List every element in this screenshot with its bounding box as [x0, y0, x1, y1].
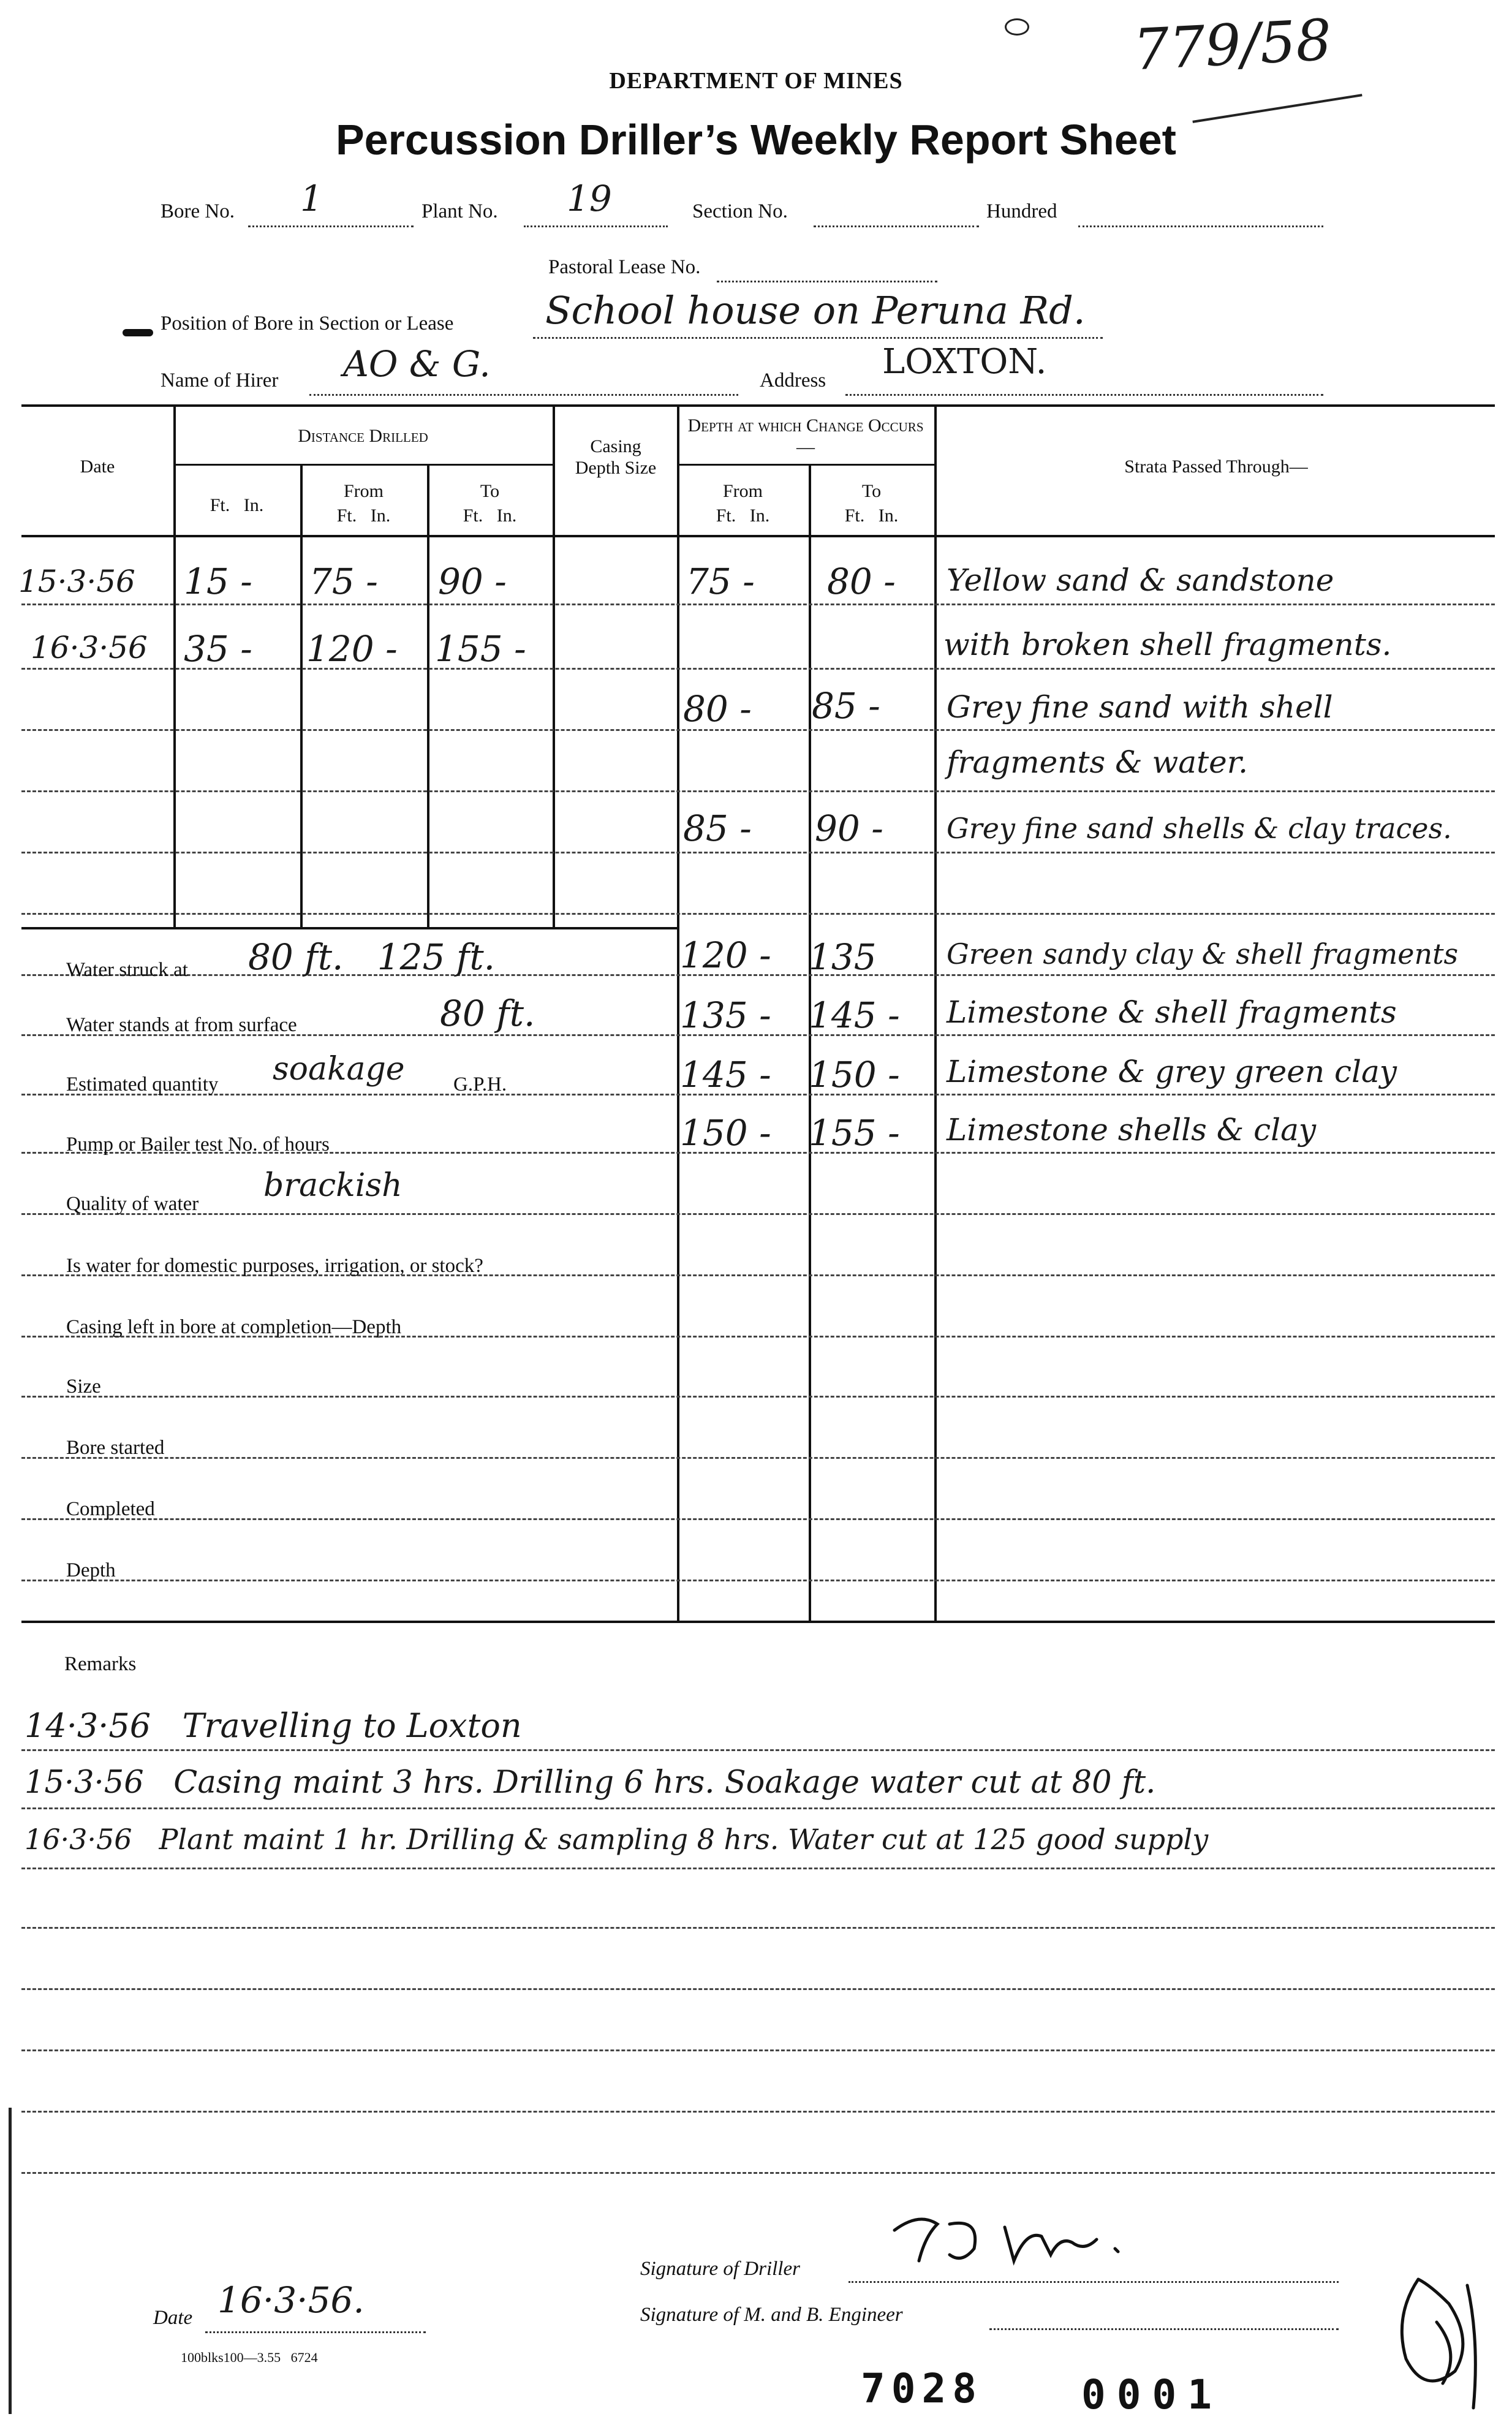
remark-rule [21, 1927, 1495, 1929]
th-depth-from-ft-in: Ft. In. [716, 505, 770, 526]
date-line [205, 2331, 426, 2333]
remark-rule [21, 2111, 1495, 2113]
strata-line-7: Limestone & shell fragments [947, 994, 1397, 1030]
drill-row-2-to: 155 - [435, 628, 526, 670]
plant-no-value: 19 [567, 178, 612, 219]
remark-line-3: 16·3·56 Plant maint 1 hr. Drilling & sampling 8 hrs. Water cut at 125 good supply [25, 1823, 1209, 1856]
table-row-rule [21, 1518, 1495, 1520]
address-line [845, 394, 1323, 396]
engineer-initials [1382, 2267, 1492, 2414]
table-section-rule [21, 927, 677, 929]
col-rule-1 [173, 404, 176, 927]
section-no-line [814, 225, 979, 227]
remark-rule [21, 2049, 1495, 2051]
estimated-value: soakage [273, 1051, 405, 1088]
size-label: Size [66, 1376, 101, 1398]
remark-line-1: 14·3·56 Travelling to Loxton [25, 1706, 522, 1745]
drill-row-1-from: 75 - [309, 561, 378, 602]
table-header-rule [21, 535, 1495, 537]
hundred-label: Hundred [986, 200, 1057, 222]
table-row-rule [21, 790, 1495, 792]
stamp-left: 7028 [861, 2365, 983, 2412]
col-rule-4 [553, 404, 555, 927]
strata-line-1: Yellow sand & sandstone [947, 562, 1334, 598]
depth-row-2-to: 85 - [812, 685, 880, 727]
hirer-line [309, 394, 738, 396]
date-label: Date [153, 2307, 193, 2329]
table-row-rule [21, 729, 1495, 731]
address-label: Address [760, 369, 826, 392]
margin-bracket [9, 2108, 12, 2414]
table-top-border [21, 404, 1495, 407]
remark-rule [21, 2172, 1495, 2174]
bore-no-value: 1 [300, 178, 323, 219]
archive-number: 779/58 [1132, 7, 1334, 83]
th-date: Date [80, 456, 115, 477]
th-to-ft-in: Ft. In. [463, 505, 517, 526]
th-depth-change: Depth at which Change Occurs— [687, 415, 924, 457]
table-row-rule [21, 604, 1495, 605]
remark-rule [21, 1988, 1495, 1990]
quality-value: brackish [263, 1167, 403, 1204]
depth-row-1-to: 80 - [827, 561, 896, 602]
strata-line-2: with broken shell fragments. [943, 627, 1392, 662]
drill-row-1-distance: 15 - [184, 561, 252, 602]
th-depth-to: To [861, 481, 882, 501]
print-code: 100blks100—3.55 6724 [181, 2350, 318, 2365]
drill-row-1-date: 15·3·56 [18, 564, 135, 599]
col-rule-6 [809, 466, 811, 1621]
depth-row-5-to: 145 - [809, 994, 900, 1036]
completed-label: Completed [66, 1498, 155, 1520]
pump-label: Pump or Bailer test No. of hours [66, 1133, 330, 1156]
depth-row-5-from: 135 - [680, 994, 771, 1036]
department-heading: DEPARTMENT OF MINES [609, 68, 903, 94]
depth-row-7-from: 150 - [680, 1112, 771, 1154]
stamp-right: 0001 [1081, 2371, 1223, 2418]
drill-row-2-distance: 35 - [184, 628, 252, 670]
col-rule-3 [427, 466, 429, 927]
depth-subrule [677, 464, 934, 466]
water-stands-value: 80 ft. [440, 993, 535, 1034]
use-label: Is water for domestic purposes, irrigation, or stock? [66, 1255, 483, 1277]
depth-row-1-from: 75 - [686, 561, 755, 602]
sig-driller-label: Signature of Driller [640, 2258, 800, 2280]
th-depth-to-ft-in: Ft. In. [844, 505, 899, 526]
bore-no-label: Bore No. [161, 200, 235, 222]
th-from: From [343, 481, 384, 501]
distance-subrule [173, 464, 553, 466]
bore-no-line [248, 225, 414, 227]
pastoral-lease-line [717, 281, 937, 282]
position-line [533, 337, 1103, 339]
table-row-rule [21, 1457, 1495, 1459]
drill-row-2-date: 16·3·56 [31, 630, 148, 665]
address-value: LOXTON. [882, 342, 1047, 382]
depth-row-3-to: 90 - [815, 808, 883, 849]
depth-row-6-from: 145 - [680, 1054, 771, 1096]
depth-row-4-from: 120 - [680, 934, 771, 976]
table-bottom-border [21, 1621, 1495, 1623]
pen-mark [123, 329, 153, 336]
hirer-label: Name of Hirer [161, 369, 279, 392]
remark-rule [21, 1868, 1495, 1869]
position-label: Position of Bore in Section or Lease [161, 312, 454, 335]
remark-line-2: 15·3·56 Casing maint 3 hrs. Drilling 6 hrs. Soakage water cut at 80 ft. [25, 1765, 1156, 1801]
strata-line-9: Limestone shells & clay [947, 1112, 1317, 1148]
water-stands-label: Water stands at from surface [66, 1014, 297, 1036]
col-rule-5 [677, 404, 679, 1621]
th-casing: Casing Depth Size [575, 436, 657, 478]
pastoral-lease-label: Pastoral Lease No. [548, 256, 701, 278]
hirer-value: AO & G. [343, 343, 491, 385]
table-row-rule [21, 1213, 1495, 1215]
table-row-rule [21, 913, 1495, 915]
drill-row-2-from: 120 - [306, 628, 398, 670]
depth-row-6-to: 150 - [809, 1054, 900, 1096]
water-struck-label: Water struck at [66, 959, 188, 981]
strata-line-8: Limestone & grey green clay [947, 1054, 1397, 1089]
th-distance-drilled: Distance Drilled [298, 426, 428, 446]
th-distance-ft-in: Ft. In. [210, 495, 264, 515]
depth-row-7-to: 155 - [809, 1112, 900, 1154]
position-value: School house on Peruna Rd. [545, 288, 1086, 333]
date-value: 16·3·56. [217, 2279, 365, 2321]
depth-label: Depth [66, 1559, 116, 1581]
table-row-rule [21, 852, 1495, 853]
plant-no-line [524, 225, 668, 227]
casing-left-label: Casing left in bore at completion—Depth [66, 1316, 402, 1338]
section-no-label: Section No. [692, 200, 788, 222]
sig-engineer-label: Signature of M. and B. Engineer [640, 2304, 903, 2326]
depth-row-4-to: 135 [809, 936, 877, 978]
depth-row-2-from: 80 - [683, 688, 752, 730]
gph-label: G.P.H. [453, 1073, 507, 1096]
th-depth-from: From [722, 481, 763, 501]
hundred-line [1078, 225, 1323, 227]
quality-label: Quality of water [66, 1193, 199, 1215]
water-struck-value: 80 ft. 125 ft. [248, 936, 496, 978]
strata-line-4: fragments & water. [947, 744, 1249, 780]
drill-row-1-to: 90 - [438, 561, 507, 602]
strata-line-5: Grey fine sand shells & clay traces. [947, 812, 1452, 845]
form-title: Percussion Driller’s Weekly Report Sheet [335, 116, 1176, 164]
th-strata: Strata Passed Through— [1124, 456, 1308, 477]
col-rule-2 [300, 466, 303, 927]
sig-driller-line [849, 2281, 1339, 2283]
remark-rule [21, 1807, 1495, 1809]
sig-engineer-line [989, 2328, 1339, 2330]
table-row-rule [21, 1580, 1495, 1581]
strata-line-3: Grey fine sand with shell [947, 689, 1333, 725]
plant-no-label: Plant No. [421, 200, 498, 222]
remark-rule [21, 1749, 1495, 1751]
depth-row-3-from: 85 - [683, 808, 752, 849]
remarks-label: Remarks [64, 1653, 137, 1675]
table-row-rule [21, 1396, 1495, 1398]
tick-mark [1005, 18, 1029, 36]
bore-started-label: Bore started [66, 1437, 165, 1459]
th-from-ft-in: Ft. In. [336, 505, 391, 526]
strata-line-6: Green sandy clay & shell fragments [947, 937, 1459, 971]
col-rule-7 [934, 404, 937, 1621]
driller-signature [882, 2206, 1176, 2279]
estimated-label: Estimated quantity [66, 1073, 219, 1096]
th-to: To [480, 481, 500, 501]
